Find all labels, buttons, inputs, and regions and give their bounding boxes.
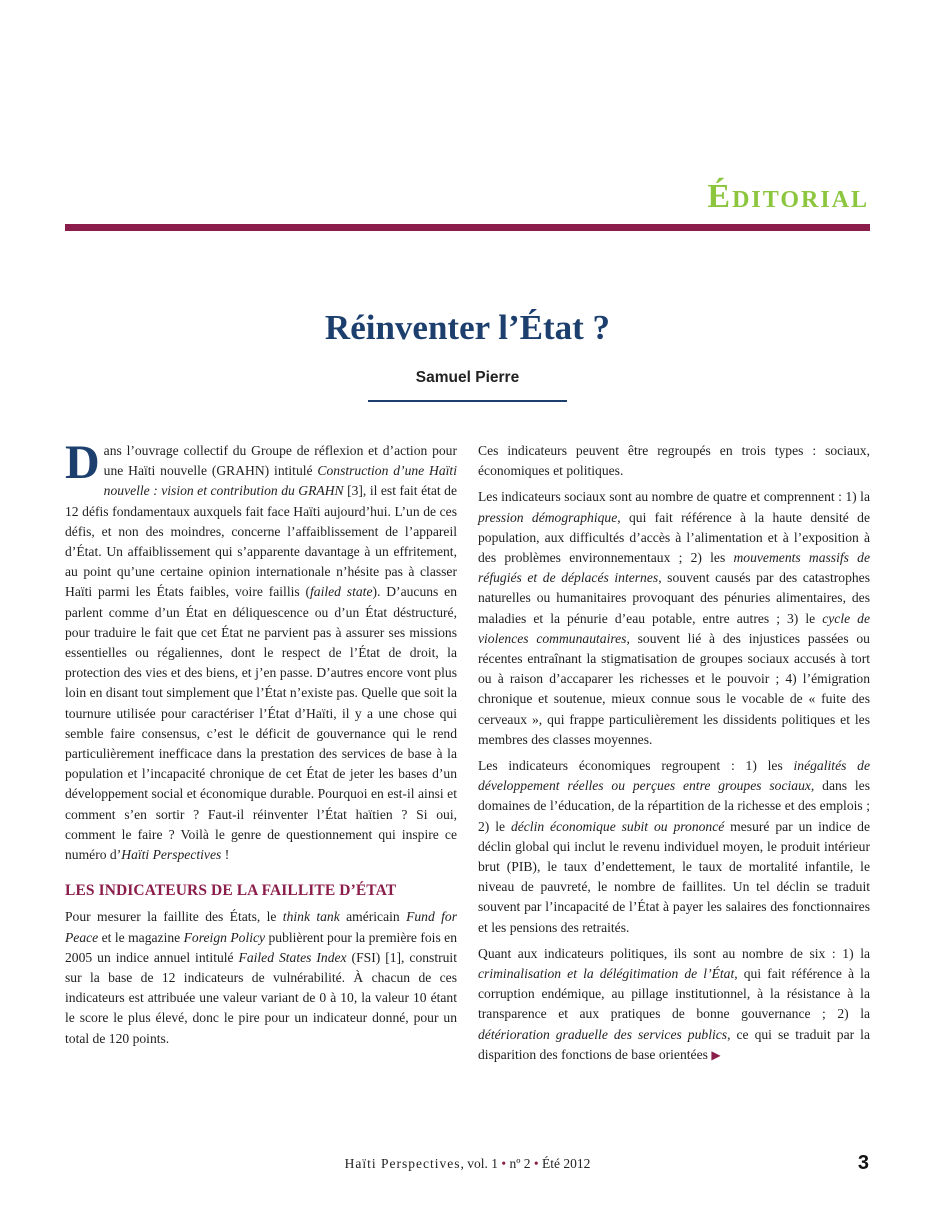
journal-name: Haïti Perspectives [344, 1156, 461, 1171]
body-paragraph: Les indicateurs sociaux sont au nombre de quatre et comprennent : 1) la pression démographique, qui fait référence à la haute densité de population, aux difficultés d’accès à l’alimentation et à l’exposition à des problèmes environnementaux ; 2) les mouvements massifs de réfugiés et de déplacés internes, souvent causés par des catastrophes naturelles ou humanitaires provoquant des pénuries alimentaires, des maladies et la pénurie d’eau potable, entre autres ; 3) le cycle de violences communautaires, souvent lié à des injustices passées ou récentes entraînant la stigmatisation de groupes sociaux accusés à tort ou à raison d’accaparer les richesses et le pouvoir ; 4) l’émigration chronique et soutenue, mieux connue sous le vocable de « fuite des cerveaux », qui frappe particulièrement les dissidents politiques et les membres des classes moyennes. [478, 489, 870, 747]
page-number: 3 [857, 1152, 869, 1174]
body-paragraph: Les indicateurs économiques regroupent : 1) les inégalités de développement réelles ou perçues entre groupes sociaux, dans les domaines de l’éducation, de la répartition de la richesse et des emplois ; 2) le déclin économique subit ou prononcé mesuré par un indice de déclin global qui inclut le revenu individuel moyen, le produit intérieur brut (PIB), le taux d’endettement, le taux de mortalité infantile, le niveau de pauvreté, le nombre de faillites. Un tel déclin se traduit souvent par l’incapacité de l’État à payer les salaires des fonctionnaires et les pensions des retraités. [478, 758, 871, 935]
drop-cap: D [65, 436, 100, 489]
left-column [65, 436, 458, 1055]
page-footer [0, 1156, 935, 1172]
journal-season: Été 2012 [542, 1156, 591, 1171]
body-paragraph: Pour mesurer la faillite des États, le think tank américain Fund for Peace et le magazine Foreign Policy publièrent pour la première fois en 2005 un indice annuel intitulé Failed States Index (FSI) [1], construit sur la base de 12 indicateurs de vulnérabilité. À chacun de ces indicateurs est attribuée une valeur variant de 0 à 10, la valeur 10 étant le score le plus élevé, donc le pire pour un indicateur donné, pour un total de 120 points. [65, 909, 458, 1046]
article-title: Réinventer l’État ? [324, 308, 611, 347]
separator-dot: • [533, 1156, 539, 1171]
journal-volume: , vol. 1 [460, 1156, 498, 1171]
header-rule [65, 224, 870, 231]
separator-dot: • [501, 1156, 507, 1171]
section-label: Éditorial [707, 178, 869, 215]
intro-paragraph: Dans l’ouvrage collectif du Groupe de réflexion et d’action pour une Haïti nouvelle (GRAHN) intitulé Construction d’une Haïti nouvelle : vision et contribution du GRAHN [3], il est fait état de 12 défis fondamentaux auxquels fait face Haïti aujourd’hui. L’un de ces défis, et non des moindres, concerne l’affaiblissement de l’appareil d’État. Un affaiblissement qui s’apparente davantage à un effritement, au point qu’une certaine opinion internationale n’hésite pas à classer Haïti parmi les États faibles, voire faillis (failed state). D’aucuns en parlent comme d’un État en déliquescence ou d’un État déstructuré, pour traduire le fait que cet État ne parvient pas à assurer ses missions essentielles ou régaliennes, dont le respect de l’État de droit, la protection des vies et des biens, et j’en passe. D’autres encore vont plus loin en disant tout simplement que l’État n’existe pas. Quelle que soit la tournure utilisée pour caractériser l’État d’Haïti, il y a une chose qui semble faire consensus, c’est le déficit de gouvernance qui le rend particulièrement inefficace dans la prestation des services de base à la population et l’incapacité chronique de cet État de jeter les bases d’un développement social et économique durable. Pourquoi en est-il ainsi et comment s’en sortir ? Faut-il réinventer l’État haïtien ? Si oui, comment le faire ? Voilà le genre de questionnement qui inspire ce numéro d’Haïti Perspectives ! [65, 436, 458, 863]
article-author: Samuel Pierre [415, 369, 520, 386]
body-paragraph: Ces indicateurs peuvent être regroupés en trois types : sociaux, économiques et politiques. [478, 443, 870, 479]
author-divider [368, 400, 567, 402]
body-paragraph: Quant aux indicateurs politiques, ils sont au nombre de six : 1) la criminalisation et la délégitimation de l’État, qui fait référence à la corruption endémique, au pillage institutionnel, à la résistance à la transparence et aux pratiques de bonne gouvernance ; 2) la détérioration graduelle des services publics, ce qui se traduit par la disparition des fonctions de base orientées ▶ [478, 945, 870, 1062]
continue-arrow-icon: ▶ [711, 1047, 721, 1062]
right-column [478, 441, 870, 1071]
section-subheading: LES INDICATEURS DE LA FAILLITE D’ÉTAT [65, 882, 397, 900]
journal-issue: nº 2 [509, 1156, 531, 1171]
